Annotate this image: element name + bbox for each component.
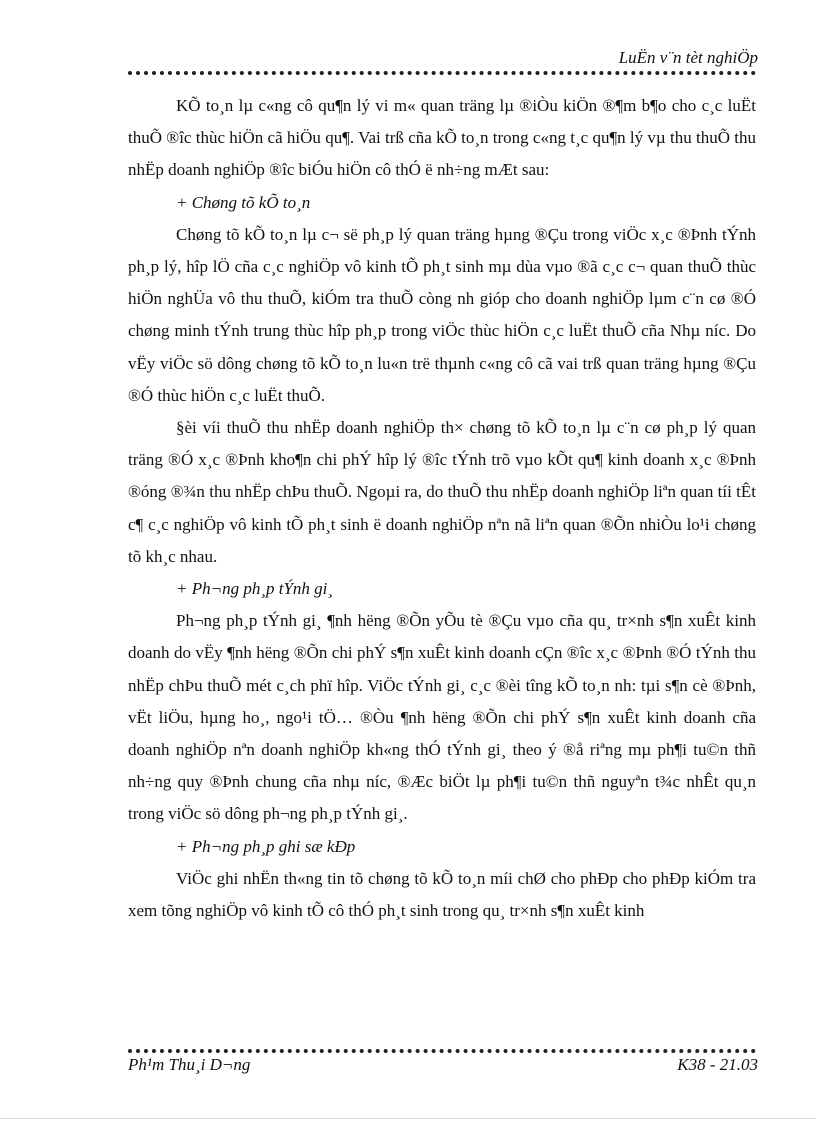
header-title: LuËn v¨n tèt nghiÖp bbox=[618, 48, 758, 67]
footer-author: Ph¹m Thu¸i D¬ng bbox=[128, 1055, 251, 1074]
paragraph-5: ViÖc ghi nhËn th«ng tin tõ chøng tõ kÕ to¸n míi chØ cho phÐp cho phÐp kiÓm tra xem tõng nghiÖp vô kinh tÕ cô thÓ ph¸t sinh trong qu¸ tr×nh s¶n xuÊt kinh bbox=[128, 868, 756, 921]
paragraph-4: Ph¬ng ph¸p tÝnh gi¸ ¶nh hëng ®Õn yÕu tè ®Çu vµo cña qu¸ tr×nh s¶n xuÊt kinh doanh do vËy ¶nh hëng ®Õn chi phÝ s¶n xuÊt kinh doanh cÇn ®îc x¸c ®Þnh ®Ó tÝnh thu nhËp chÞu thuÕ mét c¸ch phï hîp. ViÖc tÝnh gi¸ c¸c ®èi tîng kÕ to¸n nh: tµi s¶n cè ®Þnh, vËt liÖu, hµng ho¸, ngo¹i tÖ… ®Òu ¶nh hëng ®Õn chi phÝ s¶n xuÊt kinh doanh cña doanh nghiÖp nªn doanh nghiÖp kh«ng thÓ tÝnh gi¸ theo ý ®å riªng mµ ph¶i tu©n thñ nh÷ng quy ®Þnh chung cña nhµ níc, ®Æc biÖt lµ ph¶i tu©n thñ nguyªn t¾c nhÊt qu¸n trong viÖc sö dông ph¬ng ph¸p tÝnh gi¸. bbox=[128, 611, 756, 824]
paragraph-2: Chøng tõ kÕ to¸n lµ c¬ së ph¸p lý quan träng hµng ®Çu trong viÖc x¸c ®Þnh tÝnh ph¸p lý, hîp lÖ cña c¸c nghiÖp vô kinh tÕ ph¸t sinh mµ dùa vµo ®ã c¸c c¬ quan thuÕ thùc hiÖn nghÜa vô thu thuÕ, kiÓm tra thuÕ còng nh gióp cho doanh nghiÖp lµm c¨n cø ®Ó chøng minh tÝnh trung thùc hîp ph¸p trong viÖc thùc hiÖn c¸c luËt thuÕ cña Nhµ níc. Do vËy viÖc sö dông chøng tõ kÕ to¸n lu«n trë thµnh c«ng cô cã vai trß quan träng hµng ®Çu ®Ó thùc hiÖn c¸c luËt thuÕ. bbox=[128, 224, 756, 405]
header-dotted-rule bbox=[128, 71, 756, 75]
footer-dotted-rule bbox=[128, 1049, 756, 1053]
subheading-3: + Ph¬ng ph¸p ghi sæ kÐp bbox=[176, 836, 356, 856]
paragraph-1: KÕ to¸n lµ c«ng cô qu¶n lý vi m« quan träng lµ ®iÒu kiÖn ®¶m b¶o cho c¸c luËt thuÕ ®îc thùc hiÖn cã hiÖu qu¶. Vai trß cña kÕ to¸n trong c«ng t¸c qu¶n lý vµ thu thuÕ thu nhËp doanh nghiÖp ®îc biÓu hiÖn cô thÓ ë nh÷ng mÆt sau: bbox=[128, 96, 756, 180]
body-content bbox=[128, 90, 756, 927]
subheading-2: + Ph¬ng ph¸p tÝnh gi¸ bbox=[176, 579, 334, 599]
paragraph-3: §èi víi thuÕ thu nhËp doanh nghiÖp th× chøng tõ kÕ to¸n lµ c¨n cø ph¸p lý quan träng ®Ó x¸c ®Þnh kho¶n chi phÝ hîp lý ®îc tÝnh trõ vµo kÕt qu¶ kinh doanh x¸c ®Þnh ®óng ®¾n thu nhËp chÞu thuÕ. Ngoµi ra, do thuÕ thu nhËp doanh nghiÖp liªn quan tíi tÊt c¶ c¸c nghiÖp vô kinh tÕ ph¸t sinh ë doanh nghiÖp nªn nã liªn quan ®Õn nhiÒu lo¹i chøng tõ kh¸c nhau. bbox=[128, 418, 756, 566]
subheading-1: + Chøng tõ kÕ to¸n bbox=[176, 192, 311, 212]
page-bottom-rule bbox=[0, 1118, 816, 1119]
footer-class-code: K38 - 21.03 bbox=[677, 1055, 758, 1074]
